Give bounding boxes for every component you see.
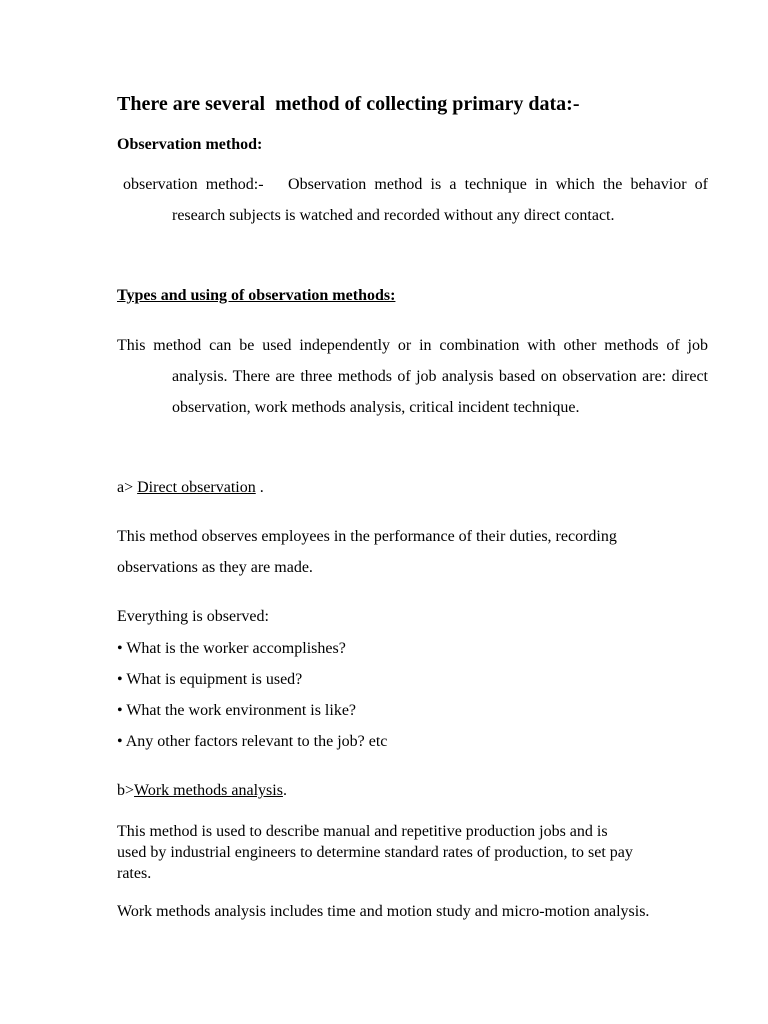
list-item: • Any other factors relevant to the job? etc bbox=[117, 733, 388, 750]
list-item: • What is equipment is used? bbox=[117, 671, 303, 688]
list-item: • What the work environment is like? bbox=[117, 702, 357, 719]
direct-observation-paragraph: This method observes employees in the performance of their duties, recording observations as they are made. bbox=[117, 528, 617, 576]
types-paragraph: This method can be used independently or in combination with other methods of job analysis. There are three methods of job analysis based on observation are: direct observation, work methods analysis, critical incident technique. bbox=[117, 337, 708, 416]
types-heading: Types and using of observation methods: bbox=[117, 287, 396, 304]
direct-observation-heading bbox=[117, 479, 653, 497]
work-methods-prefix: b> bbox=[117, 782, 135, 799]
work-methods-paragraph-2: Work methods analysis includes time and motion study and micro-motion analysis. bbox=[117, 903, 650, 920]
list-item: • What is the worker accomplishes? bbox=[117, 640, 346, 657]
observation-definition bbox=[117, 169, 708, 231]
observation-definition-lead: observation method:- bbox=[123, 176, 264, 193]
direct-observation-suffix: . bbox=[259, 479, 264, 496]
observation-heading: Observation method: bbox=[117, 136, 263, 153]
direct-observation-label: Direct observation bbox=[137, 479, 256, 496]
work-methods-label: Work methods analysis bbox=[134, 782, 283, 799]
work-methods-heading bbox=[117, 782, 653, 800]
observation-definition-text: Observation method is a technique in which the behavior of research subjects is watched and recorded without any direct contact. bbox=[172, 176, 709, 224]
direct-observation-prefix: a> bbox=[117, 479, 134, 496]
work-methods-suffix: . bbox=[282, 782, 287, 799]
page-title: There are several method of collecting primary data:- bbox=[117, 93, 580, 115]
observed-list-intro: Everything is observed: bbox=[117, 608, 269, 625]
work-methods-paragraph-1: This method is used to describe manual and repetitive production jobs and is used by industrial engineers to determine standard rates of production, to set pay rates. bbox=[117, 823, 633, 882]
